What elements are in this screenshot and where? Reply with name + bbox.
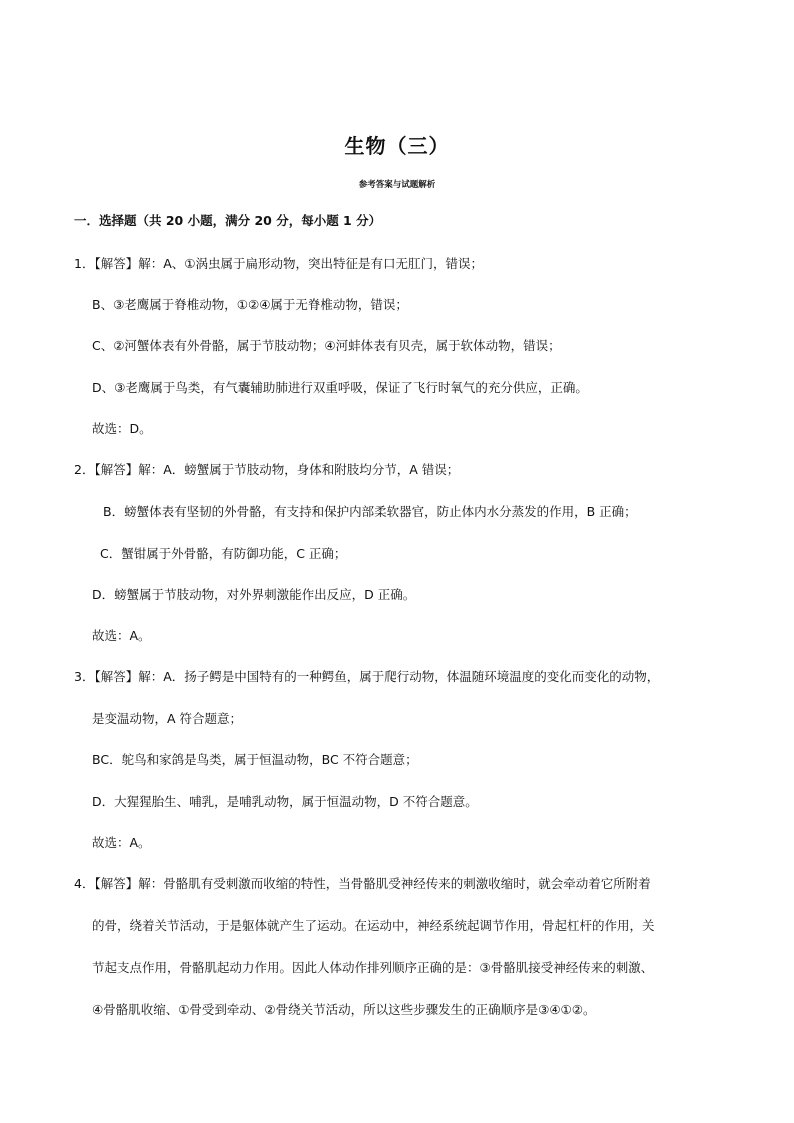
answer-line: 1．【解答】解：A、①涡虫属于扁形动物，突出特征是有口无肛门，错误； — [74, 256, 483, 271]
answer-line: D．螃蟹属于节肢动物，对外界刺激能作出反应，D 正确。 — [92, 587, 416, 602]
answer-line: 故选：D。 — [92, 421, 152, 436]
answer-line: 节起支点作用，骨骼肌起动力作用。因此人体动作排列顺序正确的是：③骨骼肌接受神经传来的刺激、 — [92, 960, 654, 975]
answer-line: 4．【解答】解：骨骼肌有受刺激而收缩的特性，当骨骼肌受神经传来的刺激收缩时，就会牵动着它所附着 — [74, 876, 651, 891]
answer-line: 故选：A。 — [92, 628, 151, 643]
answer-line: BC．鸵鸟和家鸽是鸟类，属于恒温动物，BC 不符合题意； — [92, 752, 418, 767]
answer-line: B、③老鹰属于脊椎动物，①②④属于无脊椎动物，错误； — [92, 297, 408, 312]
answer-line: B．螃蟹体表有坚韧的外骨骼，有支持和保护内部柔软器官，防止体内水分蒸发的作用，B 正确； — [103, 504, 637, 519]
answer-line: C．蟹钳属于外骨骼，有防御功能，C 正确； — [100, 546, 347, 561]
answer-line: D．大猩猩胎生、哺乳，是哺乳动物，属于恒温动物，D 不符合题意。 — [92, 794, 478, 809]
answer-line: 3．【解答】解：A．扬子鳄是中国特有的一种鳄鱼，属于爬行动物，体温随环境温度的变化而变化的动物， — [74, 669, 660, 684]
answer-line: 是变温动物，A 符合题意； — [92, 711, 243, 726]
answer-line: 的骨，绕着关节活动，于是躯体就产生了运动。在运动中，神经系统起调节作用，骨起杠杆的作用，关 — [92, 918, 655, 933]
document-title: 生物（三） — [344, 134, 450, 158]
answer-line: 2．【解答】解：A．螃蟹属于节肢动物，身体和附肢均分节，A 错误； — [74, 462, 460, 477]
document-subtitle: 参考答案与试题解析 — [358, 180, 436, 190]
answer-line: C、②河蟹体表有外骨骼，属于节肢动物；④河蚌体表有贝壳，属于软体动物，错误； — [92, 338, 561, 353]
answer-line: D、③老鹰属于鸟类，有气囊辅助肺进行双重呼吸，保证了飞行时氧气的充分供应，正确。 — [92, 380, 588, 395]
answer-line: 故选：A。 — [92, 835, 151, 850]
section-heading: 一．选择题（共 20 小题，满分 20 分，每小题 1 分） — [74, 213, 382, 228]
answer-line: ④骨骼肌收缩、①骨受到牵动、②骨绕关节活动，所以这些步骤发生的正确顺序是③④①②。 — [92, 1002, 596, 1017]
